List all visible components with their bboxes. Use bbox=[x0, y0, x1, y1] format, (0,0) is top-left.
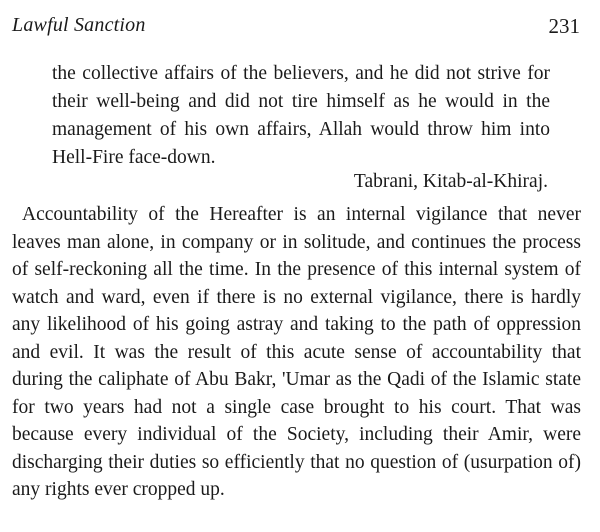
body-paragraph: Accountability of the Hereafter is an internal vigilance that never leaves man alone, in company or in solitude, and continues the process of self-reckoning all the time. In the presence of this internal system of watch and ward, even if there is no external vigilance, there is hardly any likelihood of his going astray and taking to the path of oppression and evil. It was the result of this acute sense of accountability that during the caliphate of Abu Bakr, 'Umar as the Qadi of the Islamic state for two years had not a single case brought to his court. That was because every individual of the Society, including their Amir, were discharging their duties so efficiently that no question of (usurpation of) any rights ever cropped up. bbox=[12, 204, 581, 500]
page-number: 231 bbox=[548, 14, 580, 38]
quote-text: the collective affairs of the believers, and he did not strive for their well-being and did not tire himself as he would in the management of his own affairs, Allah would throw him into Hell-Fire face-down. bbox=[52, 63, 550, 168]
body-text bbox=[12, 201, 581, 504]
quote-attribution: Tabrani, Kitab-al-Khiraj. bbox=[353, 171, 548, 192]
hadith-quote bbox=[52, 60, 550, 172]
page-header bbox=[12, 14, 580, 44]
running-title: Lawful Sanction bbox=[12, 14, 146, 36]
